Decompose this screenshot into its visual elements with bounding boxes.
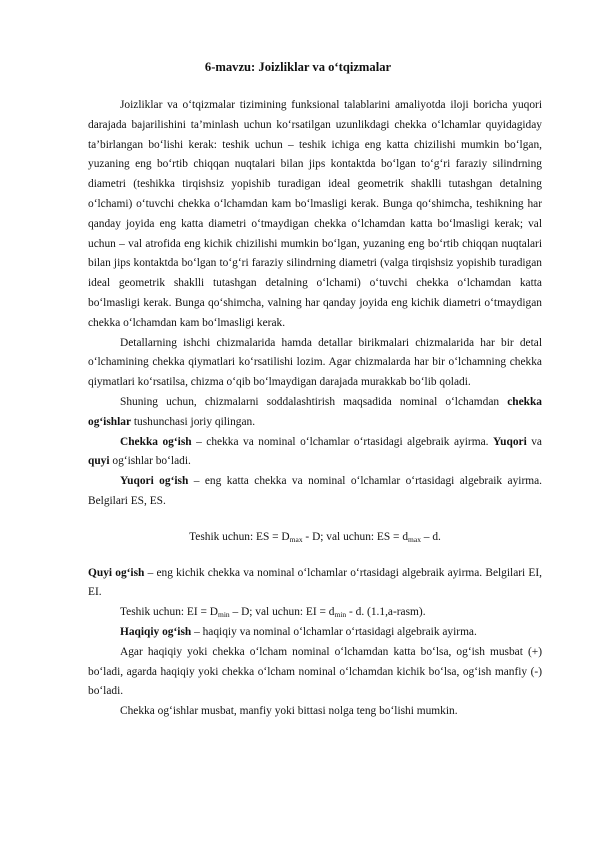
spacer bbox=[88, 512, 542, 528]
spacer bbox=[88, 548, 542, 564]
term-upper-deviation: Yuqori og‘ish bbox=[120, 475, 189, 488]
document-body bbox=[88, 96, 542, 722]
term-actual-deviation: Haqiqiy og‘ish bbox=[120, 625, 192, 638]
definition-text: – haqiqiy va nominal o‘lchamlar o‘rtasidagi algebraik ayirma. bbox=[191, 625, 477, 638]
formula-text: Teshik uchun: EI = D bbox=[120, 606, 218, 619]
definition-limit-deviation bbox=[88, 433, 542, 473]
term-limit-deviation: Chekka og‘ish bbox=[120, 435, 192, 448]
formula-text: – d. bbox=[420, 530, 441, 543]
formula-text: Teshik uchun: ES = D bbox=[189, 530, 290, 543]
paragraph-deviation-concept bbox=[88, 393, 542, 433]
formula-text: – D; val uchun: EI = d bbox=[229, 606, 335, 619]
definition-actual-deviation bbox=[88, 623, 542, 643]
formula-subscript: max bbox=[408, 534, 421, 544]
definition-text: – eng kichik chekka va nominal o‘lchamlar o‘rtasidagi algebraik ayirma. Belgilari EI, EI. bbox=[88, 566, 542, 599]
formula-subscript: min bbox=[334, 610, 347, 620]
paragraph-text: Shuning uchun, chizmalarni soddalashtirish maqsadida nominal o‘lchamdan bbox=[120, 395, 508, 408]
formula-subscript: min bbox=[218, 610, 230, 620]
definition-text: va bbox=[526, 435, 542, 448]
paragraph-deviation-sign: Agar haqiqiy yoki chekka o‘lcham nominal o‘lchamdan katta bo‘lsa, og‘ish musbat (+) bo‘ladi, agarda haqiqiy yoki chekka o‘lcham nominal o‘lchamdan kichik bo‘lsa, og‘ish manfiy (-) bo‘ladi. bbox=[88, 645, 542, 698]
formula-text: - D; val uchun: ES = d bbox=[302, 530, 409, 543]
paragraph-tolerance-requirements: Joizliklar va o‘tqizmalar tizimining funksional talablarini amaliyotda iloji boricha yuqori darajada bajarilishini ta’minlash uchun ko‘rsatilgan uzunlikdagi chekka o‘lchamlar quyidagiday ta’birlangan bo‘lishi kerak: teshik uchun – teshik ichiga eng katta chizilishi mumkin bo‘lgan, yuzaning eng bo‘rtib chiqqan nuqtalari bilan jips kontaktda bo‘lgan to‘g‘ri faraziy silindrning diametri (teshikka tirqishsiz yopishib turadigan ideal geometrik shaklli tutashgan detalning o‘lchami) o‘tuvchi chekka o‘lchamdan kam bo‘lmasligi kerak. Bunga qo‘shimcha, teshikning har qanday joyida eng katta diametri o‘tmaydigan chekka o‘lchamdan katta bo‘lmasligi kerak; val uchun – val atrofida eng kichik chizilishi mumkin bo‘lgan, yuzaning eng bo‘rtib chiqqan nuqtalari bilan jips kontaktda bo‘lgan to‘g‘ri faraziy silindrning diametri (valga tirqishsiz yopishib turadigan ideal geometrik shaklli tutashgan detalning o‘lchami) o‘tuvchi chekka o‘lchamdan katta bo‘lmasligi kerak. Bunga qo‘shimcha, valning har qanday joyida eng kichik diametri o‘tmaydigan chekka o‘lchamdan kam bo‘lmasligi kerak. bbox=[88, 99, 542, 329]
formula-text: - d. (1.1,a-rasm). bbox=[346, 606, 426, 619]
paragraph-text: tushunchasi joriy qilingan. bbox=[131, 415, 256, 428]
definition-upper-deviation bbox=[88, 472, 542, 512]
paragraph-deviation-values: Chekka og‘ishlar musbat, manfiy yoki bittasi nolga teng bo‘lishi mumkin. bbox=[120, 705, 458, 718]
formula-lower-deviation bbox=[88, 603, 542, 623]
definition-lower-deviation bbox=[88, 564, 542, 604]
definition-text: – chekka va nominal o‘lchamlar o‘rtasidagi algebraik ayirma. bbox=[191, 435, 493, 448]
term-upper: Yuqori bbox=[492, 435, 527, 448]
definition-text: og‘ishlar bo‘ladi. bbox=[109, 455, 191, 468]
term-lower-deviation: Quyi og‘ish bbox=[88, 566, 145, 579]
term-limit-deviations: chekka og‘ishlar bbox=[88, 395, 542, 428]
formula-subscript: max bbox=[289, 534, 303, 544]
definition-text: – eng katta chekka va nominal o‘lchamlar o‘rtasidagi algebraik ayirma. Belgilari ES, ES. bbox=[88, 475, 543, 507]
term-lower: quyi bbox=[88, 455, 110, 468]
page-title: 6-mavzu: Joizliklar va o‘tqizmalar bbox=[204, 60, 392, 74]
formula-upper-deviation bbox=[88, 528, 542, 548]
paragraph-drawing-limits: Detallarning ishchi chizmalarida hamda detallar birikmalari chizmalarida har bir detal o‘lchamining chekka qiymatlari ko‘rsatilishi lozim. Agar chizmalarda har bir o‘lchamning chekka qiymatlari ko‘rsatilsa, chizma o‘qib bo‘lmaydigan darajada murakkab bo‘lib qoladi. bbox=[88, 336, 542, 389]
